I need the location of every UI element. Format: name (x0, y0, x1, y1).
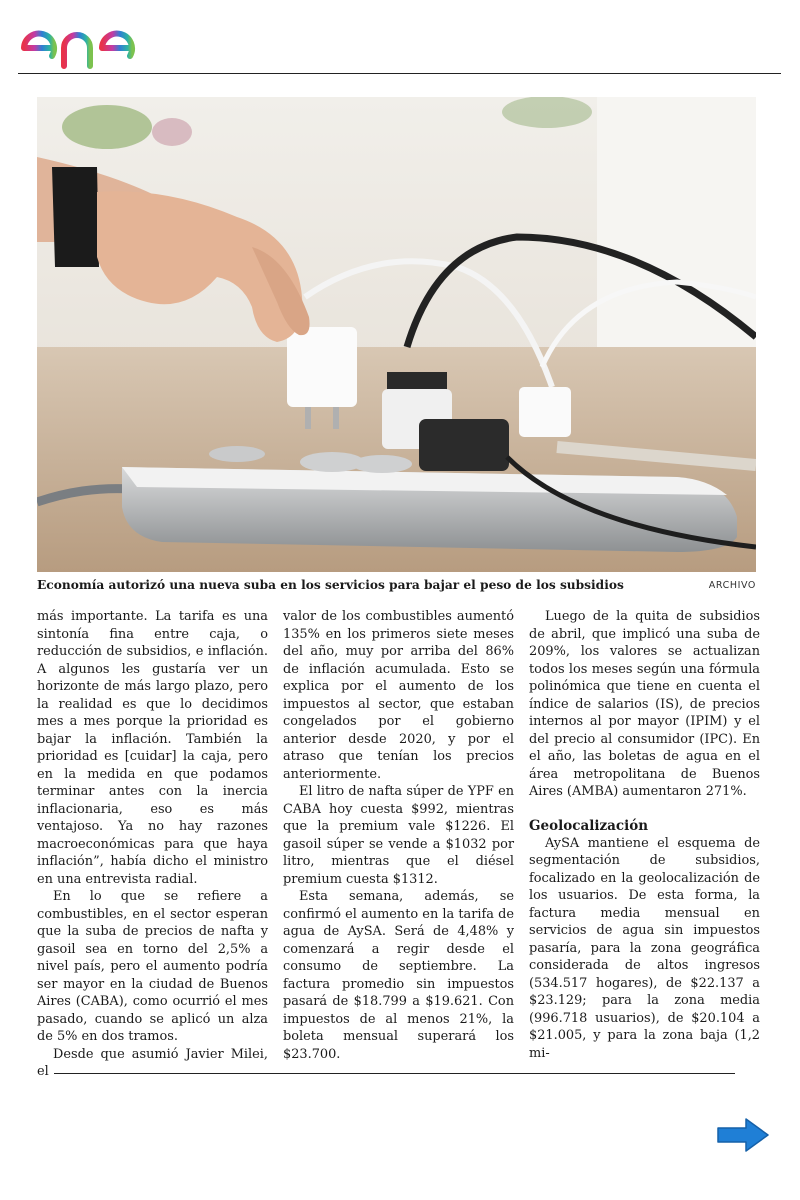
header-divider (18, 73, 781, 74)
enel-logo (16, 10, 186, 70)
caption-text: Economía autorizó una nueva suba en los servicios para bajar el peso de los subsidios (37, 578, 624, 592)
photo-caption (37, 575, 756, 595)
paragraph: Desde que asumió Javier Milei, el (37, 1046, 268, 1079)
paragraph: AySA mantiene el esquema de segmentación de subsidios, focalizado en la geolocalización de los usuarios. De esta forma, la factura media mensual en servicios de agua sin impuestos pasaría, para la zona geográfica considerada de altos ingresos (534.517 hogares), de $22.137 a $23.129; para la zona media (996.718 usuarios), de $20.104 a $21.005, y para la zona baja (1,2 mi- (529, 835, 760, 1061)
article-column-3 (529, 608, 760, 1062)
paragraph: En lo que se refiere a combustibles, en el sector esperan que la suba de precios de nafta y gasoil sea en torno del 2,5% a nivel país, pero el aumento podría ser mayor en la ciudad de Buenos Aires (CABA), como ocurrió el mes pasado, cuando se aplicó un alza de 5% en dos tramos. (37, 889, 268, 1044)
paragraph: Esta semana, además, se confirmó el aumento en la tarifa de agua de AySA. Será de 4,48% y comenzará a regir desde el consumo de septiembre. La factura promedio sin impuestos pasará de $18.799 a $19.621. Con impuestos de al menos 21%, la boleta mensual superará los $23.700. (283, 889, 514, 1062)
article-photo (37, 97, 756, 572)
paragraph: más importante. La tarifa es una sintonía fina entre caja, o reducción de subsidios, e inflación. A algunos les gustaría ver un horizonte de más largo plazo, pero la realidad es que lo decidimos mes a mes porque la prioridad es bajar la inflación. También la prioridad es [cuidar] la caja, pero en la medida en que podamos terminar antes con la inercia inflacionaria, eso es más ventajoso. Ya no hay razones macroeconómicas para que haya inflación”, había dicho el ministro en una entrevista radial. (37, 609, 268, 887)
paragraph: Luego de la quita de subsidios de abril, que implicó una suba de 209%, los valores se actualizan todos los meses según una fórmula polinómica que tiene en cuenta el índice de salarios (IS), de precios internos al por mayor (IPIM) y el del precio al consumidor (IPC). En el año, las boletas de agua en el área metropolitana de Buenos Aires (AMBA) aumentaron 271%. (529, 609, 760, 799)
section-subhead: Geolocalización (529, 817, 649, 834)
paragraph: El litro de nafta súper de YPF en CABA hoy cuesta $992, mientras que la premium vale $1226. El gasoil súper se vende a $1032 por litro, mientras que el diésel premium cuesta $1312. (283, 784, 514, 887)
caption-credit: ARCHIVO (708, 579, 756, 591)
article-column-2 (283, 608, 514, 1063)
right-arrow-icon[interactable] (716, 1117, 770, 1153)
paragraph: valor de los combustibles aumentó 135% en los primeros siete meses del año, muy por arriba del 86% de inflación acumulada. Esto se explica por el aumento de los impuestos al sector, que estaban congelados por el gobierno anterior desde 2020, y por el atraso que tenían los precios anteriormente. (283, 609, 514, 782)
article-column-1 (37, 608, 268, 1081)
footer-divider (54, 1073, 735, 1074)
